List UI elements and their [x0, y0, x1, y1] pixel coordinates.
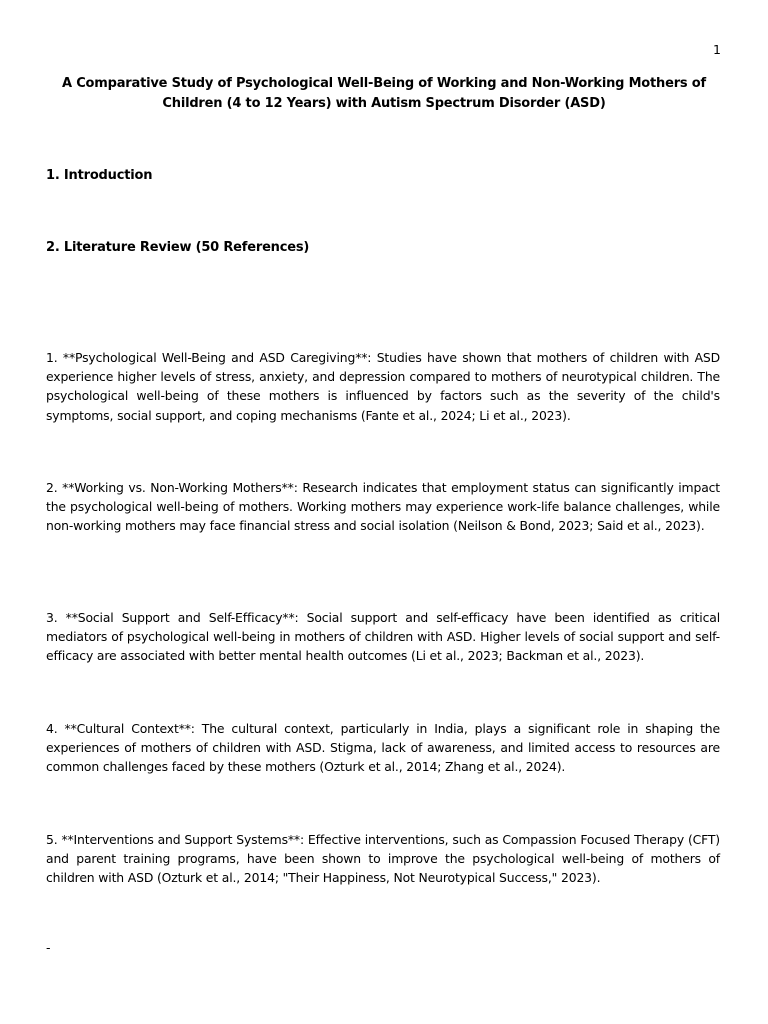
literature-paragraph-5 [46, 830, 720, 888]
literature-paragraph-4 [46, 719, 720, 777]
literature-paragraph-1 [46, 348, 720, 425]
paragraph-lead: 5. **Interventions and Support Systems**: [46, 832, 304, 847]
paragraph-body: The cultural context, particularly in India, plays a significant role in shaping the experiences of mothers of children with ASD. Stigma, lack of awareness, and limited access to resources are common challenges faced by these mothers (Ozturk et al., 2014; Zhang et al., 2024). [46, 721, 720, 775]
section-heading-introduction: 1. Introduction [46, 168, 153, 183]
literature-paragraph-2 [46, 478, 720, 536]
paragraph-body: Social support and self-efficacy have been identified as critical mediators of psychological well-being in mothers of children with ASD. Higher levels of social support and self-efficacy are associated with better mental health outcomes (Li et al., 2023; Backman et al., 2023). [46, 610, 720, 664]
page-number: 1 [713, 42, 721, 57]
paragraph-body: Effective interventions, such as Compassion Focused Therapy (CFT) and parent training programs, have been shown to improve the psychological well-being of mothers of children with ASD (Ozturk et al., 2014; "Their Happiness, Not Neurotypical Success," 2023). [46, 832, 720, 886]
paragraph-lead: 3. **Social Support and Self-Efficacy**: [46, 610, 299, 625]
paragraph-body: Studies have shown that mothers of children with ASD experience higher levels of stress, anxiety, and depression compared to mothers of neurotypical children. The psychological well-being of these mothers is influenced by factors such as the severity of the child's symptoms, social support, and coping mechanisms (Fante et al., 2024; Li et al., 2023). [46, 350, 720, 423]
paragraph-lead: 4. **Cultural Context**: [46, 721, 195, 736]
section-heading-literature-review: 2. Literature Review (50 References) [46, 240, 310, 255]
document-title: A Comparative Study of Psychological Well-Being of Working and Non-Working Mothers of Children (4 to 12 Years) with Autism Spectrum Disorder (ASD) [62, 76, 706, 111]
paragraph-lead: 2. **Working vs. Non-Working Mothers**: [46, 480, 298, 495]
literature-paragraph-3 [46, 608, 720, 666]
trailing-dash: - [46, 940, 51, 955]
paragraph-body: Research indicates that employment status can significantly impact the psychological well-being of mothers. Working mothers may experience work-life balance challenges, while non-working mothers may face financial stress and social isolation (Neilson & Bond, 2023; Said et al., 2023). [46, 480, 721, 534]
paragraph-lead: 1. **Psychological Well-Being and ASD Caregiving**: [46, 350, 372, 365]
